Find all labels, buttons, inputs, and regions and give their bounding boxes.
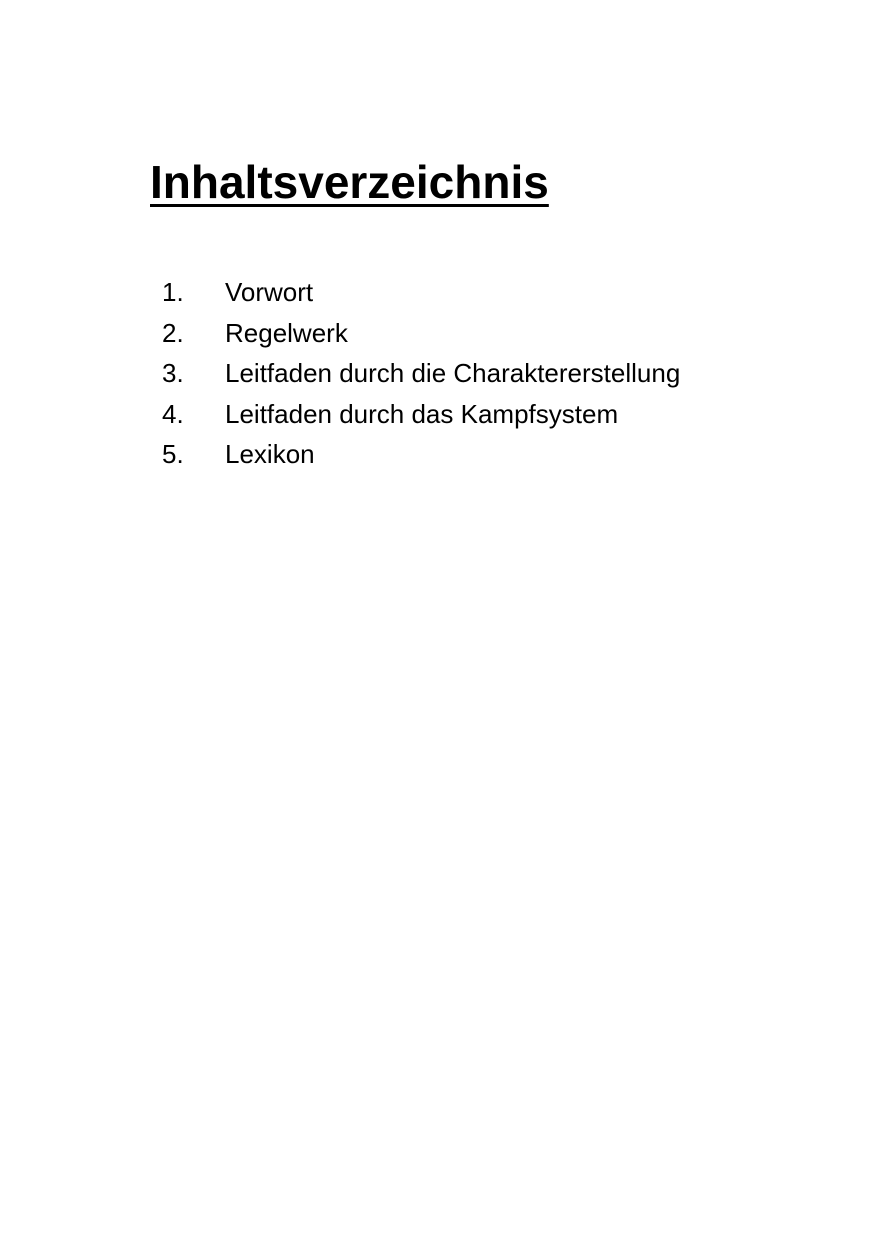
toc-item	[162, 353, 802, 394]
toc-item-number: 4.	[162, 398, 184, 429]
toc-item-number: 3.	[162, 358, 184, 388]
toc-item	[162, 272, 802, 313]
toc-item-number: 1.	[162, 277, 184, 307]
toc-item	[162, 394, 802, 435]
page-title: Inhaltsverzeichnis	[150, 156, 549, 208]
toc-item-number: 5.	[162, 439, 184, 469]
toc-item-label: Lexikon	[225, 439, 315, 469]
toc-item-label: Vorwort	[225, 277, 314, 307]
toc-item-label: Leitfaden durch das Kampfsystem	[225, 398, 619, 429]
toc-item	[162, 434, 802, 475]
toc-item-number: 2.	[162, 317, 184, 348]
toc-item	[162, 313, 802, 354]
table-of-contents	[162, 272, 802, 475]
toc-item-label: Regelwerk	[225, 317, 348, 348]
toc-item-label: Leitfaden durch die Charaktererstellung	[225, 358, 681, 388]
